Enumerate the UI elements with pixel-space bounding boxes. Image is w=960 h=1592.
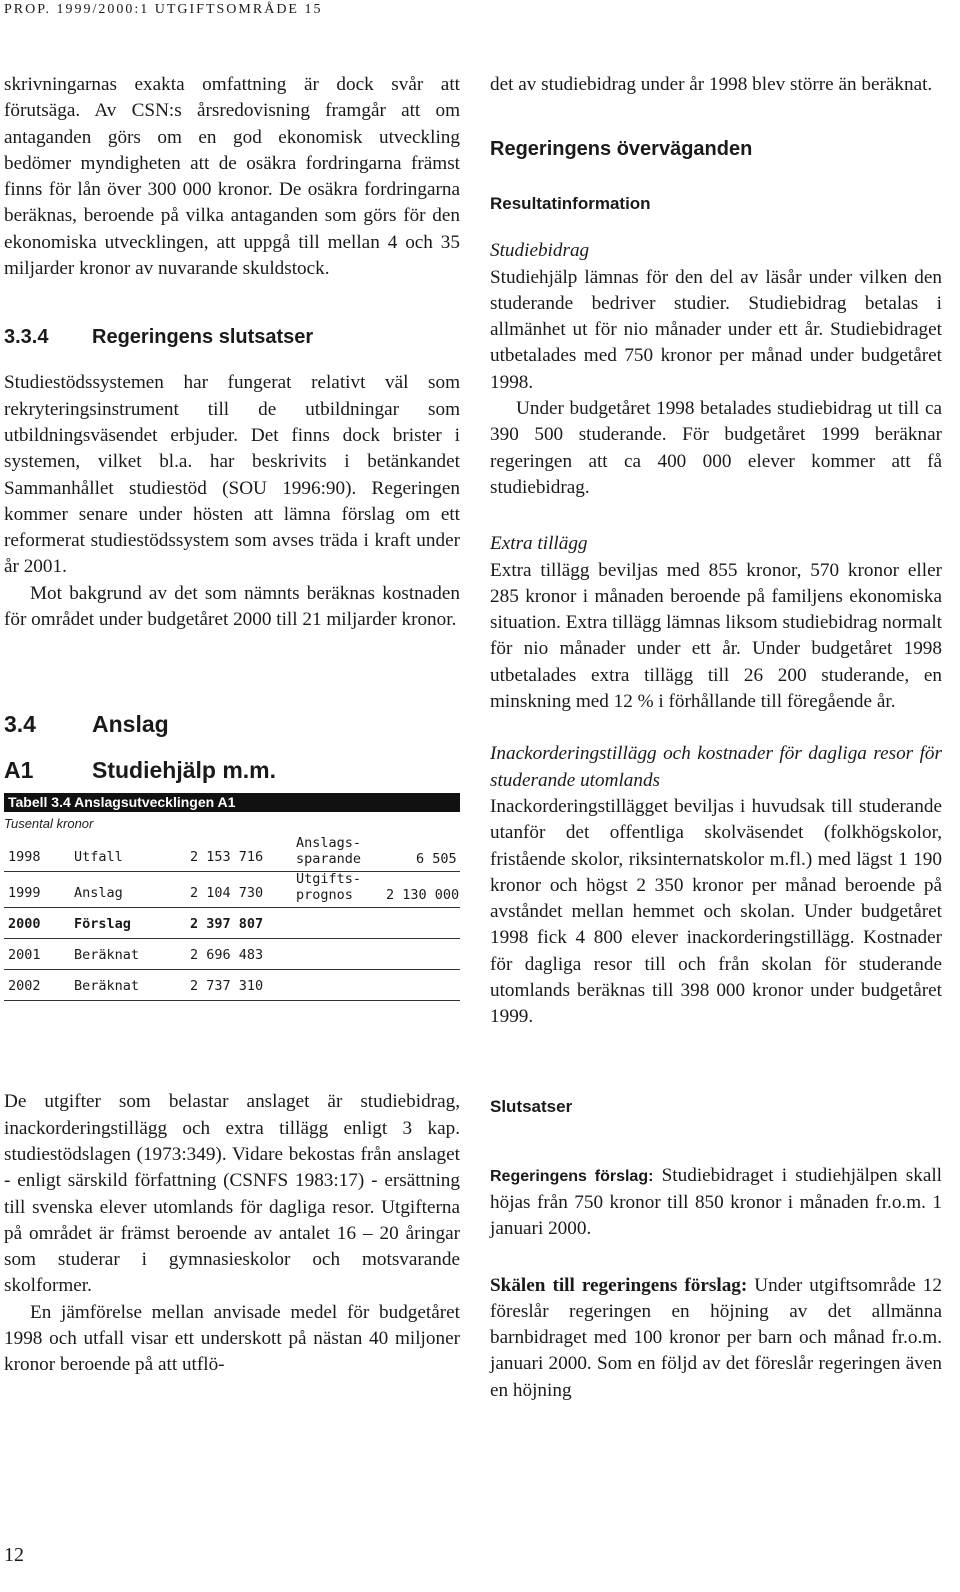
side-value: 6 505 bbox=[416, 851, 457, 868]
body-paragraph: De utgifter som belastar anslaget är studiebidrag, inackorderingstillägg och extra tillägg enligt 3 kap. studiestödslagen (1973:349). Vidare bekostas från anslaget - enligt särskild författning (CSNFS 1983:17) - ersättning till svenska elever utomlands för dagliga resor. Utgifterna på området är främst beroende av antalet 16 – 20 åringar som studerar i gymnasieskolor och motsvarande skolformer. bbox=[4, 1091, 460, 1297]
heading-overvaganden: Regeringens överväganden bbox=[490, 138, 753, 161]
page-number: 12 bbox=[4, 1544, 24, 1566]
body-paragraph: Under budgetåret 1998 betalades studiebidrag ut till ca 390 500 studerande. För budgetåret 1999 beräknar regeringen att ca 400 000 elever kommer att få studiebidrag. bbox=[490, 398, 942, 498]
cell-year: 2002 bbox=[8, 978, 41, 995]
body-paragraph: Studiehjälp lämnas för den del av läsår under vilken den studerande bedriver studier. Studiebidrag betalas i allmänhet ut för nio månader under ett år. Studiebidraget utbetalades med 750 kronor per månad under budgetåret 1998. bbox=[490, 266, 942, 393]
cell-type: Beräknat bbox=[74, 947, 140, 964]
body-paragraph: Mot bakgrund av det som nämnts beräknas kostnaden för området under budgetåret 2000 till 21 miljarder kronor. bbox=[4, 582, 460, 631]
right-column bbox=[490, 72, 942, 1404]
body-paragraph: Studiestödssystemen har fungerat relativt väl som rekryteringsinstrument till de utbildningar som utbildningsväsendet erbjuder. Det finns dock brister i systemen, vilket bl.a. har beskrivits i betänkandet Sammanhållet studiestöd (SOU 1996:90). Regeringen kommer senare under hösten att lämna förslag om ett reformerat studiestödssystem som avses träda i kraft under år 2001. bbox=[4, 372, 460, 578]
subheading-extra-tillagg: Extra tillägg bbox=[490, 533, 588, 555]
budget-table bbox=[4, 793, 460, 1055]
side-value: 2 130 000 bbox=[386, 887, 460, 904]
proposal-text: Studiebidraget i studiehjälpen skall höjas från 750 kronor till 850 kronor i månaden fr.o.m. 1 januari 2000. bbox=[490, 1164, 943, 1240]
cell-value: 2 153 716 bbox=[190, 849, 264, 866]
side-label-line: Anslags- bbox=[296, 835, 362, 852]
left-column bbox=[4, 72, 460, 1379]
cell-year: 1999 bbox=[8, 885, 41, 902]
running-header: PROP. 1999/2000:1 UTGIFTSOMRÅDE 15 bbox=[4, 2, 323, 17]
cell-value: 2 737 310 bbox=[190, 978, 264, 995]
reasons-paragraph bbox=[490, 1273, 942, 1404]
table-row bbox=[4, 908, 460, 939]
cell-year: 1998 bbox=[8, 849, 41, 866]
body-paragraph: det av studiebidrag under år 1998 blev större än beräknat. bbox=[490, 74, 933, 95]
subheading-inackordering: Inackorderingstillägg och kostnader för dagliga resor för studerande utomlands bbox=[490, 743, 942, 791]
section-title: Studiehjälp m.m. bbox=[92, 757, 277, 784]
section-number: 3.4 bbox=[4, 711, 36, 738]
section-number: A1 bbox=[4, 757, 34, 784]
body-paragraph: En jämförelse mellan anvisade medel för budgetåret 1998 och utfall visar ett underskott på nästan 40 miljoner kronor beroende på att utflö- bbox=[4, 1301, 460, 1376]
section-title: Regeringens slutsatser bbox=[92, 326, 314, 349]
side-label-line: prognos bbox=[296, 887, 353, 904]
cell-value: 2 397 807 bbox=[190, 916, 264, 933]
side-label-line: Utgifts- bbox=[296, 871, 362, 888]
cell-type: Anslag bbox=[74, 885, 123, 902]
side-label-utgiftsprognos bbox=[296, 871, 361, 903]
proposal-label: Regeringens förslag: bbox=[490, 1167, 654, 1185]
proposal-paragraph bbox=[490, 1163, 942, 1243]
reasons-label: Skälen till regeringens förslag: bbox=[490, 1274, 748, 1296]
cell-year: 2001 bbox=[8, 947, 41, 964]
table-row bbox=[4, 841, 460, 872]
cell-value: 2 696 483 bbox=[190, 947, 264, 964]
table-row bbox=[4, 939, 460, 970]
reasons-text: Under utgiftsområde 12 föreslår regeringen en höjning av det allmänna barnbidraget med 100 kronor per barn och månad fr.o.m. januari 2000. Som en följd av det föreslår regeringen även en höjning bbox=[490, 1274, 942, 1401]
body-paragraph: skrivningarnas exakta omfattning är dock svår att förutsäga. Av CSN:s årsredovisning framgår att om antaganden görs om en god ekonomisk utveckling bedömer myndigheten att de osäkra fordringarna främst finns för lån över 300 000 kronor. De osäkra fordringarna beräknas, beroende på vilka antaganden som görs för den ekonomiska utvecklingen, att uppgå till mellan 4 och 35 miljarder kronor av nuvarande skuldstock. bbox=[4, 74, 460, 280]
section-heading-a1 bbox=[4, 755, 460, 785]
table-row bbox=[4, 970, 460, 1001]
body-paragraph: Extra tillägg beviljas med 855 kronor, 570 kronor eller 285 kronor i månaden beroende på familjens ekonomiska situation. Extra tillägg lämnas liksom studiebidrag normalt för nio månader under ett år. Under budgetåret 1998 utbetalades extra tillägg till 26 200 studerande, en minskning med 12 % i förhållande till föregående år. bbox=[490, 559, 942, 713]
section-number: 3.3.4 bbox=[4, 326, 49, 349]
cell-type: Förslag bbox=[74, 916, 131, 933]
section-heading-3-4 bbox=[4, 709, 460, 739]
subheading-studiebidrag: Studiebidrag bbox=[490, 240, 590, 262]
cell-type: Beräknat bbox=[74, 978, 140, 995]
table-unit: Tusental kronor bbox=[4, 816, 94, 832]
side-label-line: sparande bbox=[296, 851, 362, 868]
table-body bbox=[4, 835, 460, 1055]
heading-slutsatser: Slutsatser bbox=[490, 1096, 573, 1116]
body-paragraph: Inackorderingstillägget beviljas i huvudsak till studerande utanför det offentliga skolväsendet (folkhögskolor, fristående skolor, riksinternatskolor m.fl.) med lägst 1 190 kronor och högst 2 350 kronor per månad beroende på avståndet mellan hemmet och skolan. Under budgetåret 1998 fick 4 800 elever inackorderingstillägg. Kostnader för dagliga resor till och från skolan för studerande utomlands beräknas till 398 000 kronor under budgetåret 1999. bbox=[490, 795, 942, 1028]
heading-resultatinformation: Resultatinformation bbox=[490, 194, 651, 214]
cell-type: Utfall bbox=[74, 849, 123, 866]
cell-year: 2000 bbox=[8, 916, 41, 933]
section-title: Anslag bbox=[92, 711, 169, 738]
section-heading-3-3-4 bbox=[4, 324, 460, 350]
cell-value: 2 104 730 bbox=[190, 885, 264, 902]
side-label-anslagssparande bbox=[296, 835, 361, 867]
table-title: Tabell 3.4 Anslagsutvecklingen A1 bbox=[4, 793, 460, 812]
